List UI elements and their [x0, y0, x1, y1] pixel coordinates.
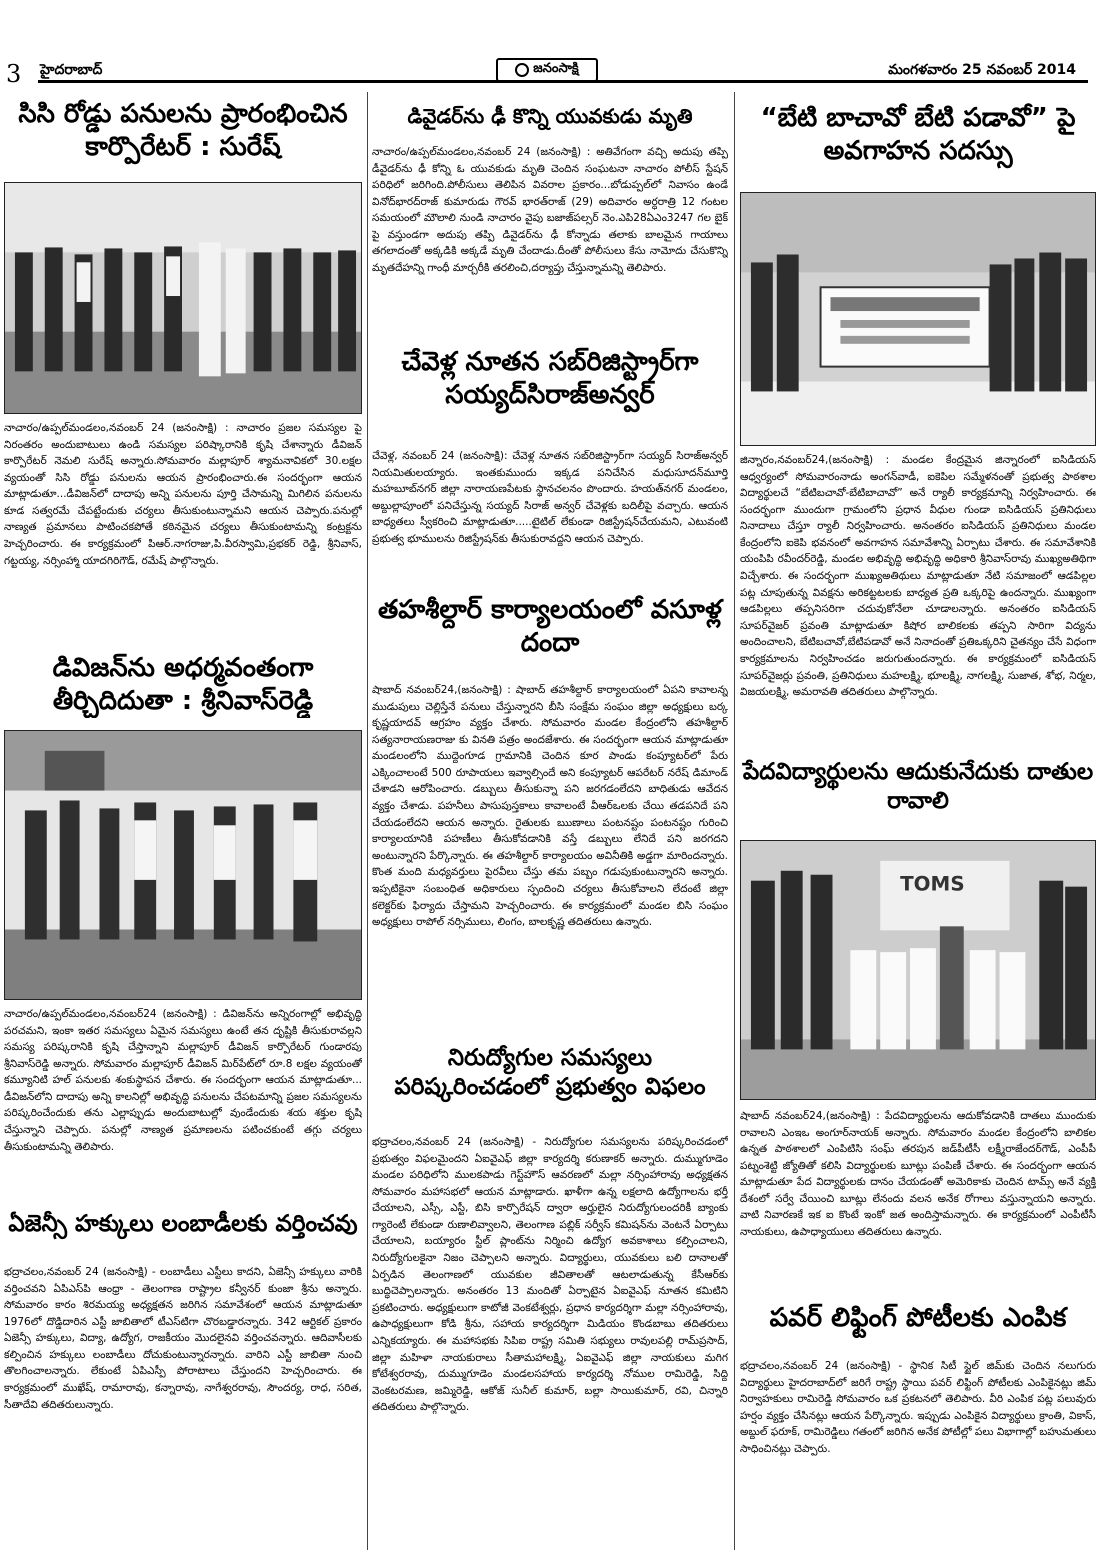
newspaper-logo — [496, 58, 598, 82]
article-headline: డివైడర్‌ను ఢీ కొన్ని యువకుడు మృతి — [407, 104, 693, 128]
article-headline: చేవెళ్ల నూతన సబ్‌రిజిస్ట్రార్‌గా సయ్యద్‌సిరాజ్‌అన్వర్ — [401, 347, 699, 410]
article-body: భద్రాచలం,నవంబర్ 24 (జనంసాక్షి) - లంబాడీలు ఎస్టీలు కాదని, ఏజెన్సీ హక్కులు వారికి వర్తించవని ఏపిఎస్‌పి ఆంధ్రా - తెలంగాణ రాష్ట్రాల కన్వీనర్ కుంజా శ్రీను అన్నారు. సోమవారం కారం శిరమయ్య అధ్యక్షతన జరిగిన సమావేశంలో ఆయన మాట్లాడుతూ 1976లో దొడ్డిదారిన ఎస్టీ జాబితాలో టీఎస్‌టిగా చొరబడ్డారన్నారు. 342 ఆర్టికల్ ప్రకారం ఏజెన్సీ హక్కులు, విద్యా, ఉద్యోగ, రాజకీయం మొదలైనవి వర్తించవన్నారు. ఆదివాసీలకు కల్పించిన హక్కులు లంబాడీలు దోచుకుంటున్నారన్నారు. వారిని ఎస్టీ జాబితా నుంచి తొలగించాలన్నారు. లేకుంటే ఏపిఎస్పీ పోరాటాలు చేస్తుందని హెచ్చరించారు. ఈ కార్యక్రమంలో ముఖేష్, రామారావు, కన్నారావు, నాగేశ్వరరావు, సౌందర్య, రాధ, సరిత, సీతాదేవి తదితరులున్నారు. — [4, 1266, 362, 1411]
article-photo — [4, 730, 362, 1000]
article-photo — [740, 840, 1096, 1100]
column-divider — [734, 92, 735, 1550]
article — [4, 632, 362, 1202]
article — [740, 752, 1096, 1292]
article-body: షాబాద్ నవంబర్24,(జనంసాక్షి) : షాబాద్ తహశీల్దార్ కార్యాలయంలో ఏపని కావాలన్న ముడుపులు చెల్లిస్తేనే పనులు చేస్తున్నారని బీసి సంక్షేమ సంఘం జిల్లా అధ్యక్షులు బర్క కృష్ణయాదవ్ ఆగ్రహం వ్యక్తం చేశారు. సోమవారం మండల కేంద్రంలోని తహశీల్దార్ సత్యనారాయణరాజు కు వినతి పత్రం అందజేశారు. ఈ సందర్భంగా ఆయన మాట్లాడుతూ మండలంలోని ముద్దెంగూడ గ్రామానికి చెందిన కూర పాండు కంప్యూటర్‌లో పేరు ఎక్కించాలంటే 500 రూపాయలు ఇవ్వాల్సిందే అని కంప్యూటర్ ఆపరేటర్ నరేష్ డిమాండ్ చేశాడని ఆరోపించారు. డబ్బులు తీసుకున్నా పని జరగడంలేదని బాధితుడు ఆవేదన వ్యక్తం చేశాడు. పహనీలు పాసుపుస్తకాలు కావాలంటే వీఆర్‌ఒలకు చేయి తడపనిదే పని చేయడంలేదని ఆయన అన్నారు. రైతులకు ఋణాలు పంటనష్టం పంటనష్టం గురించి కార్యాలయానికి పహణీలు తీసుకోవడానికి వస్తే డబ్బులు లేనిదే పని జరగదని అంటున్నారని పేర్కొన్నారు. ఈ తహశీల్దార్ కార్యాలయం అవినీతికి అడ్డగా మారిందన్నారు. కొంత మంది మధ్యవర్తులు పైరవీలు చేస్తు తమ పబ్బం గడుపుకుంటున్నారని అన్నారు. ఇప్పటికైనా సంబంధిత అధికారులు స్పందించి చర్యలు తీసుకోవాలని లేదంటే జిల్లా కలెక్టర్‌కు ఫిర్యాదు చేస్తామని హెచ్చరించారు. ఈ కార్యక్రమంలో మండల బిసి సంఘం అధ్యక్షులు రాపోల్ నర్సిములు, లింగం, బాలకృష్ణ తదితరులు ఉన్నారు. — [372, 684, 728, 929]
article-headline: నిరుద్యోగుల సమస్యలు పరిష్కరించడంలో ప్రభుత్వం విఫలం — [394, 1045, 706, 1100]
article-headline: పేదవిద్యార్థులను ఆదుకునేదుకు దాతుల రావాలి — [742, 759, 1094, 814]
masthead — [0, 0, 1100, 92]
article-body: నాచారం/ఉప్పల్‌మండలం,నవంబర్ 24 (జనంసాక్షి) : అతివేగంగా వచ్చి అదుపు తప్పి డీవైడర్‌ను ఢీ కోన్ని ఓ యువకుడు మృతి చెందిన సంఘటనా నాచారం పోలీస్ స్టేషన్ పరిధిలో జరిగింది.పోలీసులు తెలిపిన వివరాల ప్రకారం...బోడుప్పల్‌లో నివాసం ఉండే వినోద్‌భారద్‌రాజ్ కుమారుడు గౌరవ్ భారత్‌రాజ్ (29) అదివారం అర్ధరాత్రి 12 గంటల సమయంలో మౌలాలి నుండి నాచారం వైపు బజాజ్‌పల్సర్ నెం.ఎపి28ఏఎం3247 గల బైక్ పై వస్తుండగా అదుపు తప్పి డివైడర్‌ను ఢీ కోన్నాడు తలాకు బాలమైన గాయాలు తగలాదంతో అక్కడికి అక్కడే మృతి చేందాడు.దీంతో పోలీసులు కేసు నామోదు చేసుకొన్ని మృతదేహన్ని గాంధీ మార్చరీకి తరలించి,దర్యాప్తు చేస్తున్నామన్ని తెలిపారు. — [372, 146, 728, 275]
article-photo — [740, 192, 1096, 446]
article — [372, 342, 728, 586]
issue-date: మంగళవారం 25 నవంబర్ 2014 — [888, 62, 1076, 78]
article-headline: డివిజన్‌ను అధర్మవంతంగా తీర్చిదిదుతా : శ్రీనివాస్‌రెడ్డి — [52, 653, 314, 716]
article-body: షాబాద్ నవంబర్24,(జనంసాక్షి) : పేదవిద్యార్థులను ఆదుకోవడానికి దాతలు ముందుకు రావాలని ఎంఇఒ అంగూర్‌నాయక్ అన్నారు. సోమవారం మండల కేంద్రంలోని బాలికల ఉన్నత పాఠశాలలో ఎంపిటిసి సంఘ్ తరపున జడ్‌పీటీసీ లక్ష్మీరాజేందర్‌గౌడ్, ఎంపీపీ పట్నంశెట్టి జ్యోతితో కలిసి విద్యార్థులకు బూట్లు పంపిణీ చేశారు. ఈ సందర్భంగా ఆయన మాట్లాడుతూ పేద విద్యార్థులకు దానం చేయడంతో అమెరికాకు చెందిన టామ్స్ అనే వ్యక్తి దేశంలో సర్వే చేయించి బూట్లు లేనందు వలన అనేక రోగాలు వస్తున్నాయని అన్నారు. వాటి నివారణకే ఇక ఐ కొంటే ఇంకో జత అందిస్తామన్నారు. ఈ కార్యక్రమంలో ఎంపీటీసీ నాయకులు, ఉపాధ్యాయులు తదితరులు ఉన్నారు. — [740, 1110, 1096, 1239]
article-body: చేవెళ్ల, నవంబర్ 24 (జనంసాక్షి): చేవెళ్ల నూతన సబ్‌రిజిస్ట్రార్‌గా సయ్యద్ సిరాజ్‌అన్వర్ నియమితులయ్యారు. ఇంతకుముందు ఇక్కడ పనిచేసిన మధుసూదన్‌మూర్తి మహబూబ్‌నగర్ జిల్లా నారాయణపేటకు స్థానచలనం పొందారు. హయత్‌నగర్ మండలం, అబ్దుల్లాపూంలో పనిచేస్తున్న సయ్యద్ సిరాజ్ అన్వర్ చేవెళ్లకు బదిలీపై వచ్చారు. ఆయన బాధ్యతలు స్వీకరించి మాట్లాడుతూ.....టైటిల్ లేకుండా రిజిస్ట్రేషన్‌చేయమని, ఎటువంటి ప్రభుత్వ భూములను రిజిస్ట్రేషన్‌కు తీసుకురావద్దని ఆయన చెప్పారు. — [372, 450, 728, 545]
article-headline: తహశీల్దార్ కార్యాలయంలో వసూళ్ల దందా — [378, 595, 722, 658]
column-3 — [740, 92, 1096, 1550]
logo-text: జనంసాక్షి — [533, 61, 579, 76]
article-body: భద్రాచలం,నవంబర్ 24 (జనంసాక్షి) - నిరుద్యోగుల సమస్యలను పరిష్కరించడంలో ప్రభుత్వం విఫలమైందని ఏఐవైఎఫ్ జిల్లా కార్యదర్శి కరుణాకర్ అన్నారు. దుమ్ముగూడెం మండల పరిధిలోని ములకపాడు గెస్ట్‌హౌస్ ఆవరణలో మల్లా నర్సింహారావు అధ్యక్షతన సోమవారం మహాసభలో ఆయన మాట్లాడారు. ఖాళీగా ఉన్న లక్షలాది ఉద్యోగాలను భర్తీ చేయాలని, ఎస్సీ, ఎస్టీ, బిసి కార్పొరేషన్ ద్వారా అర్హులైన నిరుద్యోగులందరికీ బ్యాంకు గ్యారెంటీ లేకుండా రుణాలివ్వాలని, తెలంగాణ పబ్లిక్ సర్వీస్ కమిషన్‌ను వెంటనే ఏర్పాటు చేయాలని, బయ్యారం స్టీల్ ప్లాంట్‌ను నిర్మించి ఉద్యోగ అవకాశాలు కల్పించాలని, నిరుద్యోగులకైనా నిజం చెప్పాలని అన్నారు. విద్యార్థులు, యువకులు బలి దానాలతో ఏర్పడిన తెలంగాణలో యువకుల జీవితాలతో ఆటలాడుతున్న కేసీఆర్‌కు బుద్ధిచెప్పాలన్నారు. అనంతరం 13 మందితో ఏర్పాటైన ఏఐవైఎఫ్ నూతన కమిటిని ప్రకటించారు. అధ్యక్షులుగా కాటోజీ వెంకటేశ్వర్లు, ప్రధాన కార్యదర్శిగా మల్లా నర్సింహారావు, ఉపాధ్యక్షులుగా కోడి శ్రీను, సహాయ కార్యదర్శిగా మిడియం కొండబాబు తదితరులు ఎన్నికయ్యారు. ఈ మహాసభకు సిపిఐ రాష్ట్ర సమితి సభ్యులు రావులపల్లి రామ్‌ప్రసాద్, జిల్లా మహిళా నాయకురాలు సీతామహాలక్ష్మి, ఏఐవైఎఫ్ జిల్లా నాయకులు మగిగ కోటేశ్వరరావు, దుమ్ముగూడెం మండలసహాయ కార్యదర్శి నోముల రామిరెడ్డి, సిద్ది వెంకటరమణ, జమ్మిరెడ్డి, ఆకోజ్ సునీల్ కుమార్, బల్లా సాయికుమార్, రవి, చిన్నారి తదితరులు పాల్గొన్నారు. — [372, 1136, 728, 1414]
column-1 — [4, 92, 362, 1550]
article-body: నాచారం/ఉప్పల్‌మండలం,నవంబర్24 (జనంసాక్షి) : డివిజన్‌ను అన్నిరంగాల్లో అభివృద్ధి పరచమని, ఇంకా ఇతర సమస్యలు ఏమైన సమస్యలు ఉంటే తన దృష్టికి తీసుకురావల్లని సమస్య పరిష్కరానికి కృషి చేస్తాన్నాని మల్లాపూర్ డీవిజన్ కార్పొరేటర్ గుండారపు శ్రీనివాస్‌రెడ్డి అన్నారు. సోమవారం మల్లాపూర్ డీవిజన్ మిర్‌పేట్‌లో రూ.8 లక్షల వ్యయంతో కమ్యూనిటి హల్ పనులకు శంకుస్థాపన చేశారు. ఈ సందర్భంగా ఆయన మాట్లాడుతూ... డీవిజన్‌లోని దాదాపు అన్ని కాలనిల్లో అభివృద్ధి పనులను చేపటమాన్ని ప్రజల సమస్యలను పరిష్కరించేందుకు తను ఎల్లాప్పుడు అందుబాటుల్లో వుండేందుకు శయ శక్తుల కృషి చేస్తున్నాని చెప్పారు. పనుల్లో నాణ్యత ప్రమాణలను పటించకుంటే తగ్గు చర్యలు తీసుకుంటామన్ని తెలిపారు. — [4, 1008, 362, 1153]
article-body: నాచారం/ఉప్పల్‌మండలం,నవంబర్ 24 (జనంసాక్షి) : నాచారం ప్రజల సమస్యల పై నిరంతరం అందుబాటులు ఉండి సమస్యల పరిష్కారానికి కృషి చేశాన్నారు డీవిజన్ కార్పొరేటర్ నెమలి సురేష్ అన్నారు.సోమవారం మల్లాపూర్ శ్యామనావికలో 30.లక్షల వ్యయంతో సిసి రోడ్డు పనులను ఆయన ప్రారంభించారు.ఈ సందర్భంగా ఆయన మాట్లాడుతూ...డీవిజన్‌లో దాదాపు అన్ని పనులను పూర్తి చేసామన్ని మిగిలిన పనులను కూడ సత్వరమే చేపట్టేందుకు చర్యలు తీసుకుంటున్నామని ఆయన చెప్పారు.పనుల్లో నాణ్యత ప్రమానలు పాటించకపోతే కఠినమైన చర్యలు తీసుకుంటామన్ని కంట్రక్టను హెచ్చరించారు. ఈ కార్యక్రమంలో పిఆర్.నాగరాజు,పి.వీరస్వామి,ప్రభకర్ రెడ్డి, శ్రీనివాస్, గట్టయ్య, నర్సింహ్మా యాదగిరిగౌడ్, రమేష్ పాల్గొన్నారు. — [4, 422, 362, 567]
article-photo — [4, 182, 362, 414]
article-headline: ఏజెన్సీ హక్కులు లంబాడీలకు వర్తించవు — [8, 1211, 358, 1237]
masthead-rule — [38, 80, 1088, 83]
article-headline: “బేటి బాచావో బేటి పడావో” పై అవగాహన సదస్సు — [760, 103, 1076, 166]
column-2 — [372, 92, 728, 1550]
article — [4, 92, 362, 632]
article — [4, 1202, 362, 1464]
article — [372, 1028, 728, 1524]
page-number: 3 — [6, 60, 22, 88]
article-body: భద్రాచలం,నవంబర్ 24 (జనంసాక్షి) - స్థానిక సిటీ స్టైల్ జిమ్‌కు చెందిన నలుగురు విద్యార్థులు హైదరాబాద్‌లో జరిగే రాష్ట్ర స్థాయి పవర్ లిఫ్టింగ్ పోటీలకు ఎంపికైనట్లు జిమ్ నిర్వాహకులు రామిరెడ్డి సోమవారం ఒక ప్రకటనలో తెలిపారు. వీరి ఎంపిక పట్ల పలువురు హర్షం వ్యక్తం చేసినట్లు ఆయన పేర్కొన్నారు. ఇప్పుడు ఎంపికైన విద్యార్థులు క్రాంతి, వికాస్, అబ్దుల్ ఫరూక్, రామిరెడ్డిలు గతంలో జరిగిన అనేక పోటీల్లో పలు విభాగాల్లో బహుమతులు సాధించినట్లు చెప్పారు. — [740, 1360, 1096, 1455]
photo-banner-text: TOMS — [900, 872, 965, 896]
dateline-city: హైదరాబాద్ — [40, 62, 103, 78]
column-divider — [367, 92, 368, 1550]
article-headline: పవర్ లిఫ్టింగ్ పోటీలకు ఎంపిక — [769, 1303, 1067, 1333]
article — [740, 92, 1096, 752]
article — [372, 586, 728, 1028]
article — [740, 1292, 1096, 1488]
article — [372, 92, 728, 342]
article-body: జిన్నారం,నవంబర్24,(జనంసాక్షి) : మండల కేంద్రమైన జిన్నారంలో ఐసిడియస్ ఆధ్వర్యంలో సోమవారంనాడు అంగన్‌వాడీ, ఐకెపిల సమ్మేళనంతో ప్రభుత్వ పాఠశాల విద్యార్థులచే “బేటిబచావో-బేటిబాచావో” అనే ర్యాలీ కార్యక్రమాన్ని నిర్వహించారు. ఈ సందర్భంగా ముందుగా గ్రామంలోని ప్రధాన వీధుల గుండా ఐసిడియస్ ప్రతినిధులు నినాదాలు చేస్తూ ర్యాలీ నిర్వహించారు. అనంతరం ఐసిడియస్ ప్రతినిధులు మండల కేంద్రంలోని ఐకెపి భవనంలో అవగాహన సమావేశాన్ని ఏర్పాటు చేశారు. ఈ సమావేశానికి యంపిపి రవీందర్‌రెడ్డి, మండల అభివృద్ధి అభివృద్ధి అధికారి శ్రీనివాస్‌రావు ముఖ్యఅతిథిగా విచ్చేశారు. ఈ సందర్భంగా ముఖ్యఅతిథులు మాట్లాడుతూ నేటి సమాజంలో ఆడపిల్లల పట్ల చూపుతున్న వివక్షను అరికట్టటలకు బాధ్యత ప్రతి ఒక్కరిపై ఉందన్నారు. ముఖ్యంగా ఆడపిల్లలు తప్పనిసరిగా చదువుకోనేలా చూడాలన్నారు. అనంతరం ఐసిడియస్ సూపర్‌వైజర్ ప్రవంతి మాట్లాడుతూ కిషోర బాలికలకు తప్పని సారిగా విద్యను అందించాలని, బేటిబచావో,బేటిపడావో అనే నినాదంతో ప్రతిఒక్కరిని చైతన్యం చేసే విధంగా కార్యక్రమాలను నిర్వహించడం జరుగుతుందన్నారు. ఈ కార్యక్రమంలో ఐసిడియస్ సూపర్‌వైజర్లు ప్రవంతి, ప్రతినిధులు మహలక్ష్మి, భూలక్ష్మి, నాగలక్ష్మి, సుజాత, శోభ, నిర్మల, విజయలక్ష్మి, అమరావతి తదితరులు పాల్గొన్నారు. — [740, 454, 1096, 699]
logo-emblem-icon — [515, 63, 529, 77]
article-headline: సిసి రోడ్డు పనులను ప్రారంభించిన కార్పొరేటర్ : సురేష్ — [18, 99, 348, 162]
